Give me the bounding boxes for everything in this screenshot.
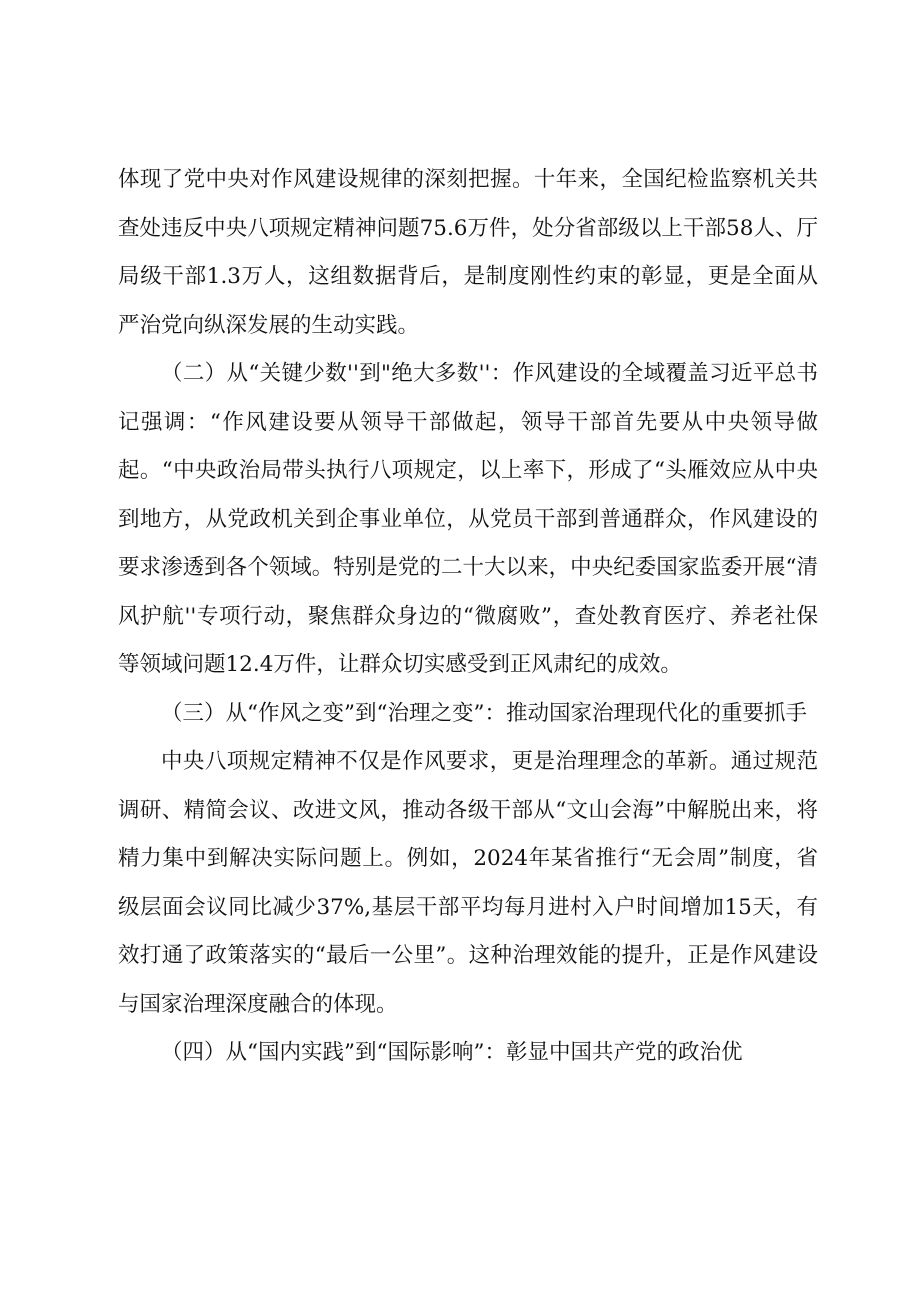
paragraph-4: 中央八项规定精神不仅是作风要求，更是治理理念的革新。通过规范调研、精简会议、改进文风，推动各级干部从“文山会海”中解脱出来，将精力集中到解决实际问题上。例如，2024年某省推行“无会周”制度，省级层面会议同比减少37%,基层干部平均每月进村入户时间增加15天，有效打通了政策落实的“最后一公里”。这种治理效能的提升，正是作风建设与国家治理深度融合的体现。 bbox=[118, 749, 818, 1017]
paragraph-1: 体现了党中央对作风建设规律的深刻把握。十年来，全国纪检监察机关共查处违反中央八项规定精神问题75.6万件，处分省部级以上干部58人、厅局级干部1.3万人，这组数据背后，是制度刚性约束的彰显，更是全面从严治党向纵深发展的生动实践。 bbox=[118, 167, 818, 338]
paragraph-5-heading: （四）从“国内实践”到“国际影响”：彰显中国共产党的政治优 bbox=[161, 1040, 743, 1065]
paragraph-3-heading: （三）从“作风之变”到“治理之变”：推动国家治理现代化的重要抓手 bbox=[161, 700, 807, 726]
paragraph-2: （二）从“关键少数''到"绝大多数''：作风建设的全域覆盖习近平总书记强调：“作风建设要从领导干部做起，领导干部首先要从中央领导做起。“中央政治局带头执行八项规定，以上率下，形成了“头雁效应从中央到地方，从党政机关到企事业单位，从党员干部到普通群众，作风建设的要求渗透到各个领域。特别是党的二十大以来，中央纪委国家监委开展“清风护航''专项行动，聚焦群众身边的“微腐败”，查处教育医疗、养老社保等领域问题12.4万件，让群众切实感受到正风肃纪的成效。 bbox=[118, 361, 818, 677]
document-body bbox=[118, 156, 818, 1078]
